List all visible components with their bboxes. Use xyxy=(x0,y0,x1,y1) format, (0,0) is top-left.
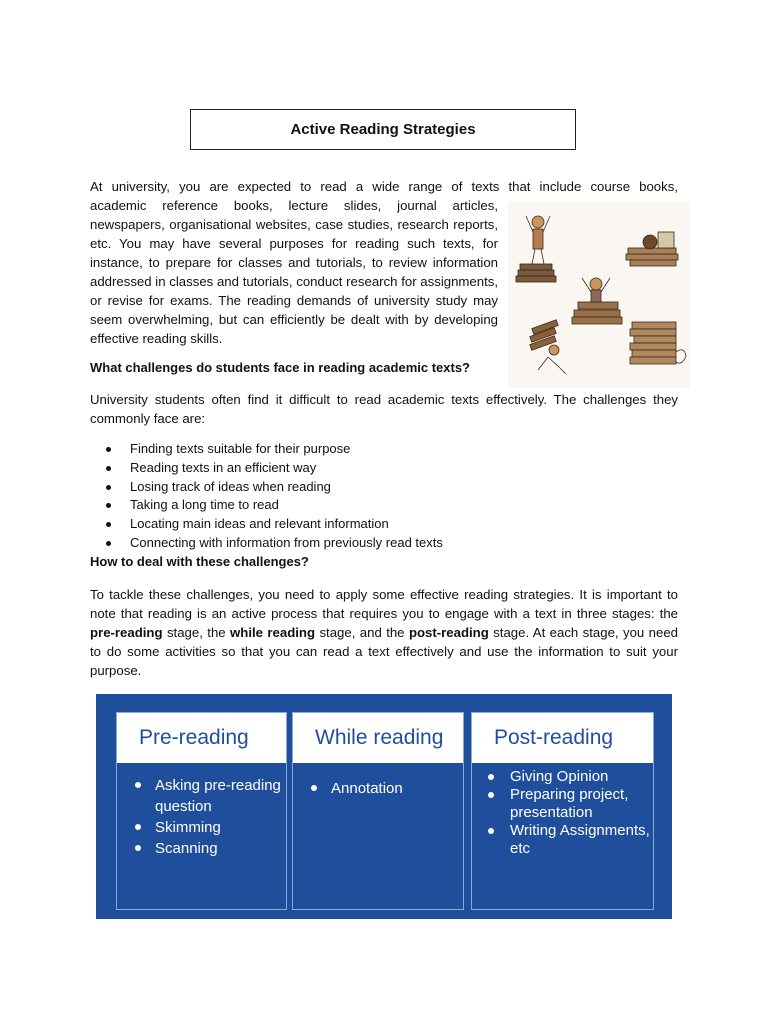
students-books-illustration xyxy=(508,202,690,388)
list-item: Connecting with information from previously read texts xyxy=(106,534,443,553)
list-item: Finding texts suitable for their purpose xyxy=(106,440,443,459)
page-title: Active Reading Strategies xyxy=(290,121,476,138)
challenges-paragraph: University students often find it difficult to read academic texts effectively. The challenges they commonly face are: xyxy=(90,392,678,426)
list-item: Preparing project, presentation xyxy=(472,786,653,822)
list-item: Scanning xyxy=(117,838,286,859)
reading-stages-panel xyxy=(96,694,672,919)
stage-items xyxy=(293,763,463,799)
bullet-icon xyxy=(106,522,111,527)
bullet-icon xyxy=(135,845,141,851)
stage-items xyxy=(472,763,653,858)
stage-column-post-reading xyxy=(471,712,654,910)
bold-pre-reading: pre-reading xyxy=(90,625,163,640)
bullet-icon xyxy=(135,824,141,830)
bullet-icon xyxy=(106,447,111,452)
bullet-icon xyxy=(311,785,317,791)
list-item: Taking a long time to read xyxy=(106,496,443,515)
stage-title: While reading xyxy=(293,713,463,763)
stage-column-pre-reading xyxy=(116,712,287,910)
stage-column-while-reading xyxy=(292,712,464,910)
bullet-icon xyxy=(135,782,141,788)
challenges-list xyxy=(106,440,443,553)
stage-items xyxy=(117,763,286,859)
list-item: Reading texts in an efficient way xyxy=(106,459,443,478)
intro-paragraph: academic reference books, lecture slides, journal articles, newspapers, organisational websites, case studies, research reports, etc. You may have several purposes for reading such texts, for instance, to prepare for classes and tutorials, to review information addressed in classes and tutorials, conduct research for assignments, or revise for exams. The reading demands of university study may seem overwhelming, but can efficiently be dealt with by developing effective reading skills. xyxy=(90,198,498,346)
intro-first-line: At university, you are expected to read a wide range of texts that include course books, xyxy=(90,179,678,194)
section-heading-challenges: What challenges do students face in reading academic texts? xyxy=(90,360,470,375)
bullet-icon xyxy=(106,485,111,490)
stage-title: Pre-reading xyxy=(117,713,286,763)
bullet-icon xyxy=(488,828,494,834)
list-item: Locating main ideas and relevant information xyxy=(106,515,443,534)
bullet-icon xyxy=(106,466,111,471)
list-item: Writing Assignments, etc xyxy=(472,822,653,858)
bold-while-reading: while reading xyxy=(230,625,316,640)
bullet-icon xyxy=(106,503,111,508)
stage-title: Post-reading xyxy=(472,713,653,763)
section-heading-strategies: How to deal with these challenges? xyxy=(90,554,309,569)
bullet-icon xyxy=(106,541,111,546)
list-item: Annotation xyxy=(293,778,463,799)
title-box xyxy=(190,109,576,150)
strategies-paragraph: To tackle these challenges, you need to apply some effective reading strategies. It is important to note that reading is an active process that requires you to engage with a text in three stages: the pre-reading stage, the while reading stage, and the post-reading stage. At each stage, you need to do some activities so that you can read a text effectively and use the information to suit your purpose. xyxy=(90,587,679,678)
bold-post-reading: post-reading xyxy=(408,625,489,640)
bullet-icon xyxy=(488,792,494,798)
list-item: Losing track of ideas when reading xyxy=(106,478,443,497)
list-item: Skimming xyxy=(117,817,286,838)
list-item: Giving Opinion xyxy=(472,768,653,786)
bullet-icon xyxy=(488,774,494,780)
list-item: Asking pre-reading question xyxy=(117,775,286,817)
